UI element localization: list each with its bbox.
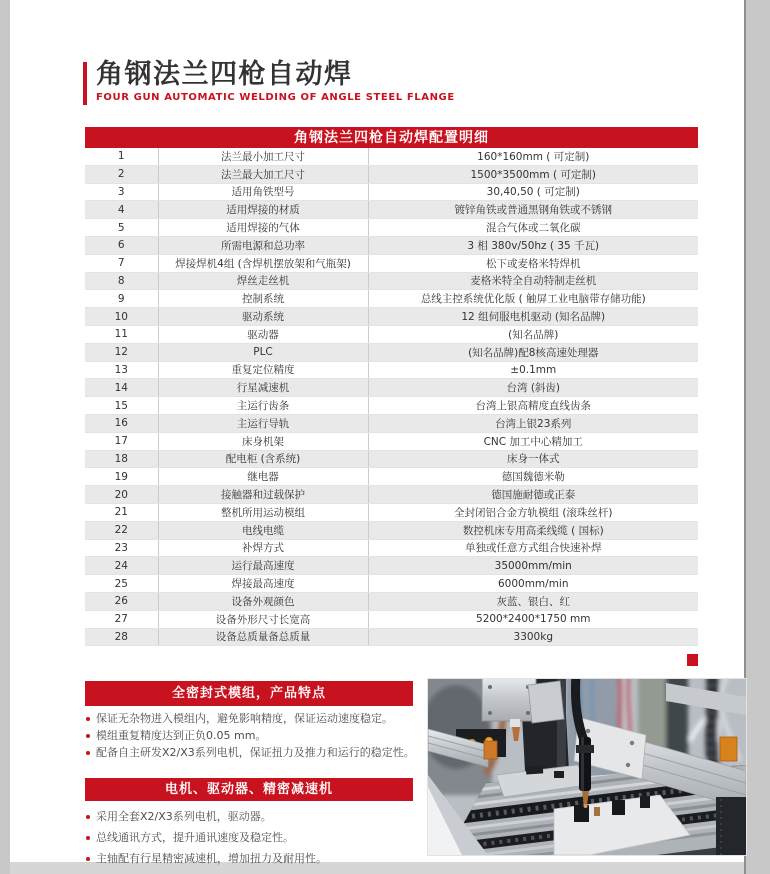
table-row	[85, 236, 698, 254]
table-row	[85, 503, 698, 521]
bullet-dot-icon	[86, 857, 90, 861]
spec-row-item: 行星减速机	[158, 379, 368, 397]
spec-row-item: 焊接焊机4组 (含焊机摆放架和气瓶架)	[158, 254, 368, 272]
spec-row-value: 德国魏德米勒	[368, 468, 698, 486]
page-title: 角钢法兰四枪自动焊	[96, 59, 353, 90]
table-row	[85, 183, 698, 201]
photo-orange-sensor-right	[720, 737, 737, 761]
table-row	[85, 414, 698, 432]
section-bullets-sealed-module	[86, 713, 428, 764]
spec-row-value: 30,40,50 ( 可定制)	[368, 183, 698, 201]
spec-row-number: 28	[85, 628, 158, 646]
bullet-text: 采用全套X2/X3系列电机，驱动器。	[96, 810, 272, 823]
table-row	[85, 361, 698, 379]
spec-row-item: 法兰最小加工尺寸	[158, 148, 368, 165]
spec-row-item: 驱动器	[158, 325, 368, 343]
table-row	[85, 539, 698, 557]
spec-row-item: 床身机架	[158, 432, 368, 450]
table-row	[85, 397, 698, 415]
spec-row-value: 160*160mm ( 可定制)	[368, 148, 698, 165]
spec-row-value: 35000mm/min	[368, 557, 698, 575]
spec-row-number: 13	[85, 361, 158, 379]
photo-orange-block-left	[484, 741, 497, 759]
table-row	[85, 148, 698, 165]
list-item	[86, 811, 428, 823]
spec-row-item: 主运行齿条	[158, 397, 368, 415]
spec-row-number: 7	[85, 254, 158, 272]
bullet-text: 总线通讯方式，提升通讯速度及稳定性。	[96, 831, 294, 844]
spec-table-header: 角钢法兰四枪自动焊配置明细	[85, 127, 698, 148]
spec-row-number: 3	[85, 183, 158, 201]
section-header-motor-driver: 电机、驱动器、精密减速机	[85, 778, 413, 801]
bullet-text: 主轴配有行星精密减速机，增加扭力及耐用性。	[96, 852, 327, 865]
spec-row-number: 20	[85, 486, 158, 504]
spec-row-value: 总线主控系统优化版 ( 触屏工业电脑带存储功能)	[368, 290, 698, 308]
list-item	[86, 730, 428, 742]
spec-row-number: 11	[85, 325, 158, 343]
machine-photo	[428, 679, 746, 855]
spec-row-item: 焊接最高速度	[158, 575, 368, 593]
spec-row-value: CNC 加工中心精加工	[368, 432, 698, 450]
spec-row-item: 配电柜 (含系统)	[158, 450, 368, 468]
spec-row-number: 9	[85, 290, 158, 308]
list-item	[86, 832, 428, 844]
spec-row-value: 3300kg	[368, 628, 698, 646]
spec-row-value: 镀锌角铁或普通黑钢角铁或不锈钢	[368, 201, 698, 219]
spec-row-item: 设备外形尺寸长宽高	[158, 610, 368, 628]
spec-row-item: 补焊方式	[158, 539, 368, 557]
spec-row-number: 23	[85, 539, 158, 557]
table-row	[85, 325, 698, 343]
list-item	[86, 713, 428, 725]
table-row	[85, 521, 698, 539]
table-row	[85, 486, 698, 504]
spec-row-value: 混合气体或二氧化碳	[368, 219, 698, 237]
table-row	[85, 592, 698, 610]
spec-row-item: 主运行导轨	[158, 414, 368, 432]
spec-row-item: 设备外观颜色	[158, 592, 368, 610]
spec-row-item: 电线电缆	[158, 521, 368, 539]
spec-row-value: 5200*2400*1750 mm	[368, 610, 698, 628]
spec-row-item: 接触器和过载保护	[158, 486, 368, 504]
table-row	[85, 575, 698, 593]
spec-row-item: 适用焊接的材质	[158, 201, 368, 219]
spec-row-item: 适用焊接的气体	[158, 219, 368, 237]
bullet-text: 配备自主研发X2/X3系列电机，保证扭力及推力和运行的稳定性。	[96, 746, 415, 759]
title-accent-bar	[83, 62, 87, 105]
spec-row-item: 运行最高速度	[158, 557, 368, 575]
spec-row-item: 整机所用运动模组	[158, 503, 368, 521]
table-row	[85, 308, 698, 326]
spec-row-number: 26	[85, 592, 158, 610]
bullet-dot-icon	[86, 836, 90, 840]
bullet-dot-icon	[86, 751, 90, 755]
spec-table-body	[85, 148, 698, 646]
spec-row-number: 24	[85, 557, 158, 575]
section-bullets-motor-driver	[86, 811, 428, 874]
table-row	[85, 290, 698, 308]
spec-row-value: 台湾 (斜齿)	[368, 379, 698, 397]
section-header-sealed-module: 全密封式模组，产品特点	[85, 681, 413, 706]
spec-row-item: 重复定位精度	[158, 361, 368, 379]
table-row	[85, 254, 698, 272]
spec-row-item: 适用角铁型号	[158, 183, 368, 201]
spec-row-number: 6	[85, 236, 158, 254]
spec-row-number: 27	[85, 610, 158, 628]
spec-row-value: 床身一体式	[368, 450, 698, 468]
spec-row-number: 25	[85, 575, 158, 593]
spec-row-number: 17	[85, 432, 158, 450]
bullet-text: 保证无杂物进入模组内，避免影响精度，保证运动速度稳定。	[96, 712, 393, 725]
spec-row-number: 14	[85, 379, 158, 397]
bullet-text: 模组重复精度达到正负0.05 mm。	[96, 729, 267, 742]
spec-row-number: 21	[85, 503, 158, 521]
bullet-dot-icon	[86, 815, 90, 819]
list-item	[86, 853, 428, 865]
spec-row-number: 8	[85, 272, 158, 290]
table-row	[85, 557, 698, 575]
spec-row-item: 控制系统	[158, 290, 368, 308]
spec-row-value: 松下或麦格米特焊机	[368, 254, 698, 272]
list-item	[86, 747, 428, 759]
bullet-dot-icon	[86, 734, 90, 738]
table-row	[85, 450, 698, 468]
table-row	[85, 201, 698, 219]
spec-row-item: 继电器	[158, 468, 368, 486]
spec-row-value: ±0.1mm	[368, 361, 698, 379]
bullet-dot-icon	[86, 717, 90, 721]
spec-row-number: 1	[85, 148, 158, 165]
spec-row-number: 16	[85, 414, 158, 432]
table-row	[85, 628, 698, 646]
spec-row-value: (知名品牌)	[368, 325, 698, 343]
spec-row-value: 数控机床专用高柔线缆 ( 国标)	[368, 521, 698, 539]
spec-table	[85, 148, 698, 646]
red-corner-accent	[687, 654, 698, 666]
spec-row-number: 15	[85, 397, 158, 415]
spec-row-value: 全封闭铝合金方轨模组 (滚珠丝杆)	[368, 503, 698, 521]
spec-row-number: 19	[85, 468, 158, 486]
page-subtitle: FOUR GUN AUTOMATIC WELDING OF ANGLE STEEL FLANGE	[96, 92, 455, 103]
table-row	[85, 379, 698, 397]
spec-row-item: 驱动系统	[158, 308, 368, 326]
spec-row-number: 18	[85, 450, 158, 468]
spec-row-value: 麦格米特全自动特制走丝机	[368, 272, 698, 290]
spec-row-number: 10	[85, 308, 158, 326]
spec-row-number: 4	[85, 201, 158, 219]
spec-row-value: 12 组伺服电机驱动 (知名品牌)	[368, 308, 698, 326]
table-row	[85, 468, 698, 486]
spec-row-number: 12	[85, 343, 158, 361]
spec-row-value: 灰蓝、银白、红	[368, 592, 698, 610]
spec-row-item: 焊丝走丝机	[158, 272, 368, 290]
spec-row-item: 设备总质量备总质量	[158, 628, 368, 646]
spec-row-item: 所需电源和总功率	[158, 236, 368, 254]
spec-row-value: 6000mm/min	[368, 575, 698, 593]
spec-row-value: 3 相 380v/50hz ( 35 千瓦)	[368, 236, 698, 254]
table-row	[85, 343, 698, 361]
table-row	[85, 610, 698, 628]
spec-row-number: 2	[85, 165, 158, 183]
spec-row-value: 1500*3500mm ( 可定制)	[368, 165, 698, 183]
spec-row-value: (知名品牌)配8核高速处理器	[368, 343, 698, 361]
spec-row-item: 法兰最大加工尺寸	[158, 165, 368, 183]
spec-row-value: 台湾上银高精度直线齿条	[368, 397, 698, 415]
spec-row-number: 22	[85, 521, 158, 539]
table-row	[85, 272, 698, 290]
table-row	[85, 165, 698, 183]
spec-row-value: 单独或任意方式组合快速补焊	[368, 539, 698, 557]
table-row	[85, 219, 698, 237]
table-row	[85, 432, 698, 450]
spec-row-item: PLC	[158, 343, 368, 361]
spec-row-value: 德国施耐德或正泰	[368, 486, 698, 504]
spec-row-value: 台湾上银23系列	[368, 414, 698, 432]
spec-row-number: 5	[85, 219, 158, 237]
